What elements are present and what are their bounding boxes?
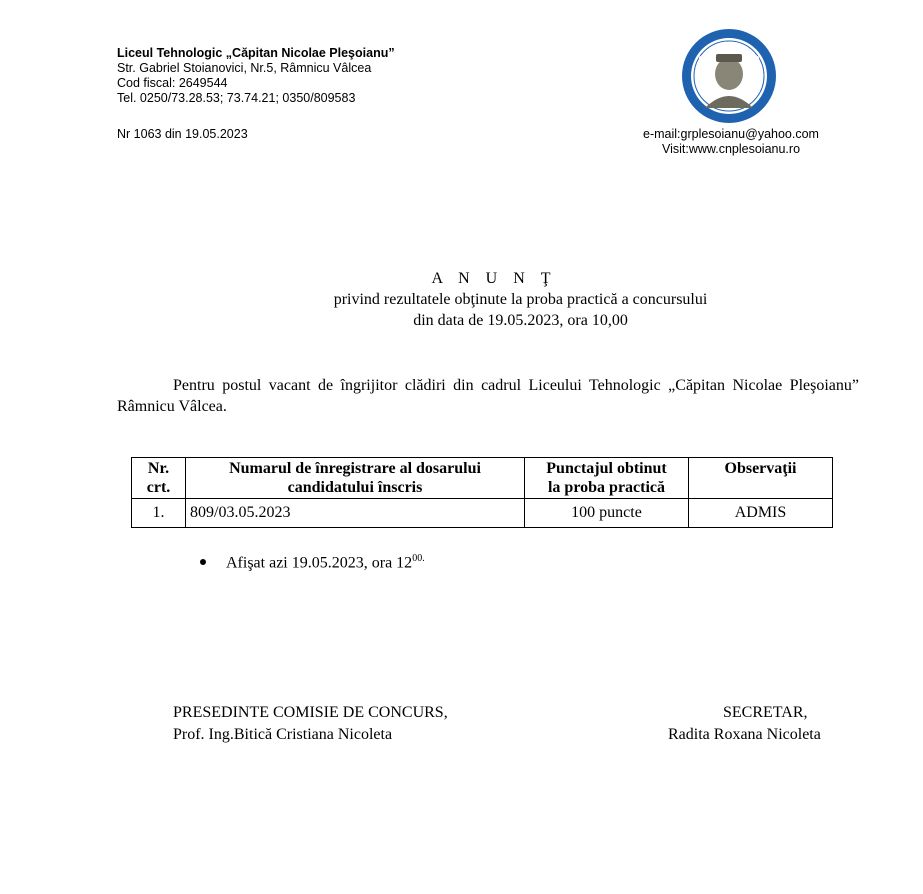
results-table (131, 457, 833, 528)
header-remarks: Observaţii (689, 458, 833, 499)
announcement-subtitle-1: privind rezultatele obţinute la proba practică a concursului (333, 291, 708, 308)
phone-numbers: Tel. 0250/73.28.53; 73.74.21; 0350/809583 (117, 91, 356, 105)
posted-note (200, 553, 425, 572)
school-header (117, 46, 395, 106)
table-header-row (132, 458, 833, 499)
website: Visit:www.cnplesoianu.ro (661, 142, 801, 156)
president-name: Prof. Ing.Bitică Cristiana Nicoleta (173, 726, 393, 743)
contact-block (600, 127, 862, 157)
cell-score: 100 puncte (525, 499, 689, 528)
bullet-icon (200, 559, 206, 565)
cell-nr: 1. (132, 499, 186, 528)
intro-paragraph: Pentru postul vacant de îngrijitor clădiri din cadrul Liceului Tehnologic „Căpitan Nicolae Pleşoianu” Râmnicu Vâlcea. (117, 377, 859, 415)
school-name: Liceul Tehnologic „Căpitan Nicolae Pleşoianu” (117, 46, 395, 60)
posted-text: Afişat azi 19.05.2023, ora 12 (226, 554, 413, 572)
president-role: PRESEDINTE COMISIE DE CONCURS, (173, 704, 448, 721)
header-score: Punctajul obtinut la proba practică (525, 458, 689, 499)
announcement-title-block (0, 268, 923, 331)
email: e-mail:grplesoianu@yahoo.com (643, 127, 819, 141)
header-nr: Nr. crt. (132, 458, 186, 499)
fiscal-code: Cod fiscal: 2649544 (117, 76, 228, 90)
signature-secretary (640, 702, 850, 746)
secretary-role: SECRETAR, (723, 704, 808, 721)
school-address: Str. Gabriel Stoianovici, Nr.5, Râmnicu Vâlcea (117, 61, 372, 75)
signature-president (173, 702, 448, 746)
table-row (132, 499, 833, 528)
school-logo-icon (681, 28, 777, 124)
secretary-name: Radita Roxana Nicoleta (668, 726, 821, 743)
cell-remarks: ADMIS (689, 499, 833, 528)
header-registration: Numarul de înregistrare al dosarului candidatului înscris (186, 458, 525, 499)
announcement-subtitle-2: din data de 19.05.2023, ora 10,00 (413, 312, 628, 329)
announcement-title: A N U N Ţ (431, 270, 557, 287)
document-number: Nr 1063 din 19.05.2023 (117, 127, 248, 141)
cell-registration: 809/03.05.2023 (186, 499, 525, 528)
posted-time-superscript: 00. (412, 553, 425, 564)
